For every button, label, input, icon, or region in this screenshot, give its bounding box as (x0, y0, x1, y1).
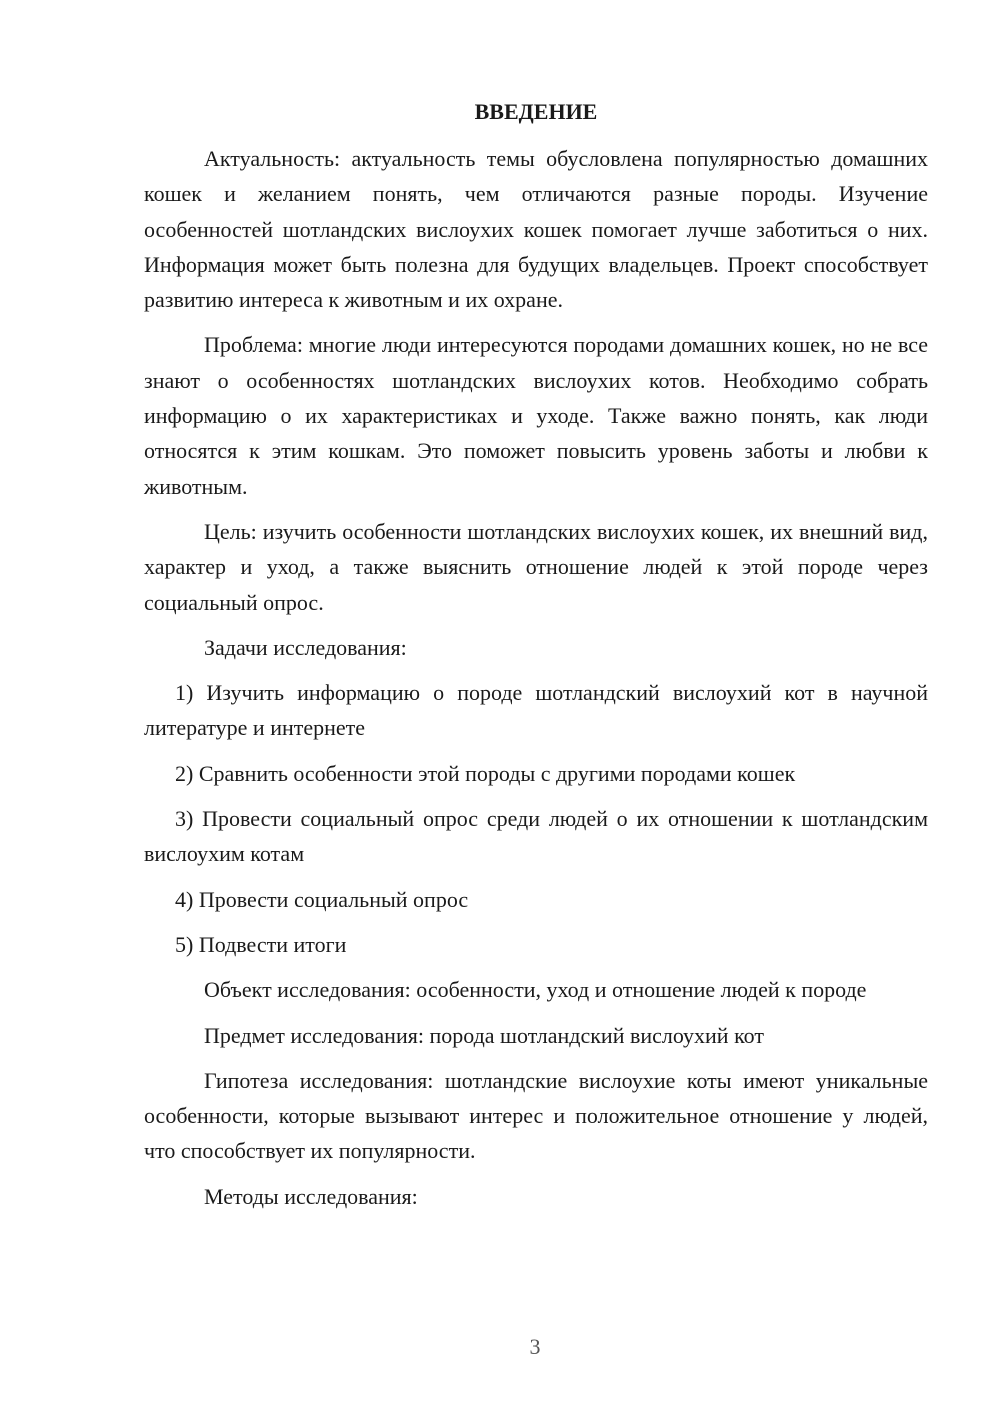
paragraph-methods-title: Методы исследования: (204, 1183, 418, 1209)
paragraph-relevance: Актуальность: актуальность темы обусловлена популярностью домашних кошек и желанием понять, чем отличаются разные породы. Изучение особенностей шотландских вислоухих кошек помогает лучше заботиться о них. Информация может быть полезна для будущих владельцев. Проект способствует развитию интереса к животным и их охране. (144, 146, 928, 313)
paragraph-tasks-title: Задачи исследования: (204, 634, 407, 660)
paragraph-goal: Цель: изучить особенности шотландских вислоухих кошек, их внешний вид, характер и уход, а также выяснить отношение людей к этой породе через социальный опрос. (144, 518, 928, 615)
paragraph-subject: Предмет исследования: порода шотландский вислоухий кот (204, 1022, 764, 1048)
task-item-3: 3) Провести социальный опрос среди людей о их отношении к шотландским вислоухим котам (144, 806, 928, 867)
section-heading: ВВЕДЕНИЕ (474, 99, 598, 124)
task-item-1: 1) Изучить информацию о породе шотландский вислоухий кот в научной литературе и интернете (144, 680, 928, 741)
task-item-5: 5) Подвести итоги (175, 931, 347, 957)
task-item-2: 2) Сравнить особенности этой породы с другими породами кошек (175, 760, 796, 786)
paragraph-object: Объект исследования: особенности, уход и отношение людей к породе (204, 977, 867, 1003)
task-item-4: 4) Провести социальный опрос (175, 886, 469, 912)
paragraph-hypothesis: Гипотеза исследования: шотландские вислоухие коты имеют уникальные особенности, которые вызывают интерес и положительное отношение у людей, что способствует их популярности. (144, 1067, 928, 1164)
page-number: 3 (529, 1334, 541, 1359)
paragraph-problem: Проблема: многие люди интересуются породами домашних кошек, но не все знают о особенностях шотландских вислоухих котов. Необходимо собрать информацию о их характеристиках и уходе. Также важно понять, как люди относятся к этим кошкам. Это поможет повысить уровень заботы и любви к животным. (144, 332, 928, 499)
page-content (144, 94, 928, 1224)
